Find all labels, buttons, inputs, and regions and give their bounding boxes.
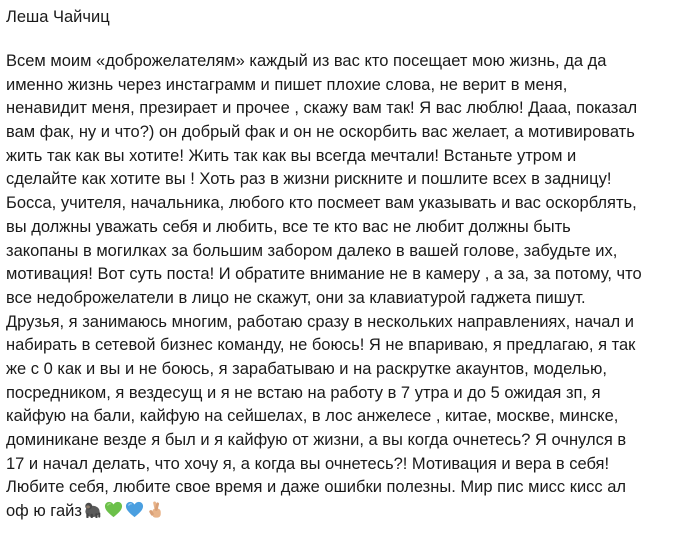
post-line: именно жизнь через инстаграмм и пишет плохие слова, не верит в меня, [6,75,568,94]
post-line: вам фак, ну и что?) он добрый фак и он не оскорбить вас желает, а мотивировать [6,123,635,142]
post-line: 17 и начал делать, что хочу я, а когда вы очнетесь?! Мотивация и вера в себя! [6,454,610,473]
post-line: все недоброжелатели в лицо не скажут, они за клавиатурой гаджета пишут. [6,288,586,307]
post-line: же с 0 как и вы и не боюсь, я зарабатываю и на раскрутке акаунтов, моделью, [6,359,607,378]
post-line: Босса, учителя, начальника, любого кто посмеет вам указывать и вас оскорблять, [6,194,637,213]
post-line: жить так как вы хотите! Жить так как вы всегда мечтали! Встаньте утром и [6,146,577,165]
crossed-fingers-emoji [146,500,165,519]
post-line: посредником, я вездесущ и я не встаю на работу в 7 утра и до 5 ожидая зп, я [6,383,601,402]
post-line: ненавидит меня, презирает и прочее , скажу вам так! Я вас люблю! Дааа, показал [6,99,638,118]
post-line: закопаны в могилках за большим забором далеко в вашей голове, забудьте их, [6,241,618,260]
post-body [6,50,696,524]
post [6,0,696,524]
post-line: мотивация! Вот суть поста! И обратите внимание не в камеру , а за, за потому, что [6,265,642,284]
green-heart-emoji [104,500,123,519]
post-line: вы должны уважать себя и любить, все те кто вас не любит должны быть [6,217,571,236]
post-line: набирать в сетевой бизнес команду, не боюсь! Я не впариваю, я предлагаю, я так [6,336,636,355]
post-line: сделайте как хотите вы ! Хоть раз в жизни рискните и пошлите всех в задницу! [6,170,612,189]
post-line: кайфую на бали, кайфую на сейшелах, в лос анжелесе , китае, москве, минске, [6,407,619,426]
post-line-text: оф ю гайз [6,502,82,521]
post-last-line [6,500,696,524]
emoji-group [83,500,165,519]
post-line: Друзья, я занимаюсь многим, работаю сразу в нескольких направлениях, начал и [6,312,634,331]
post-line: доминикане везде я был и я кайфую от жизни, а вы когда очнетесь? Я очнулся в [6,431,627,449]
author-name: Леша Чайчиц [6,8,110,26]
blue-heart-emoji [125,500,144,519]
post-line: Всем моим «доброжелателям» каждый из вас кто посещает мою жизнь, да да [6,52,607,70]
post-line: Любите себя, любите свое время и даже ошибки полезны. Мир пис мисс кисс ал [6,478,627,497]
gorilla-emoji [83,500,102,519]
